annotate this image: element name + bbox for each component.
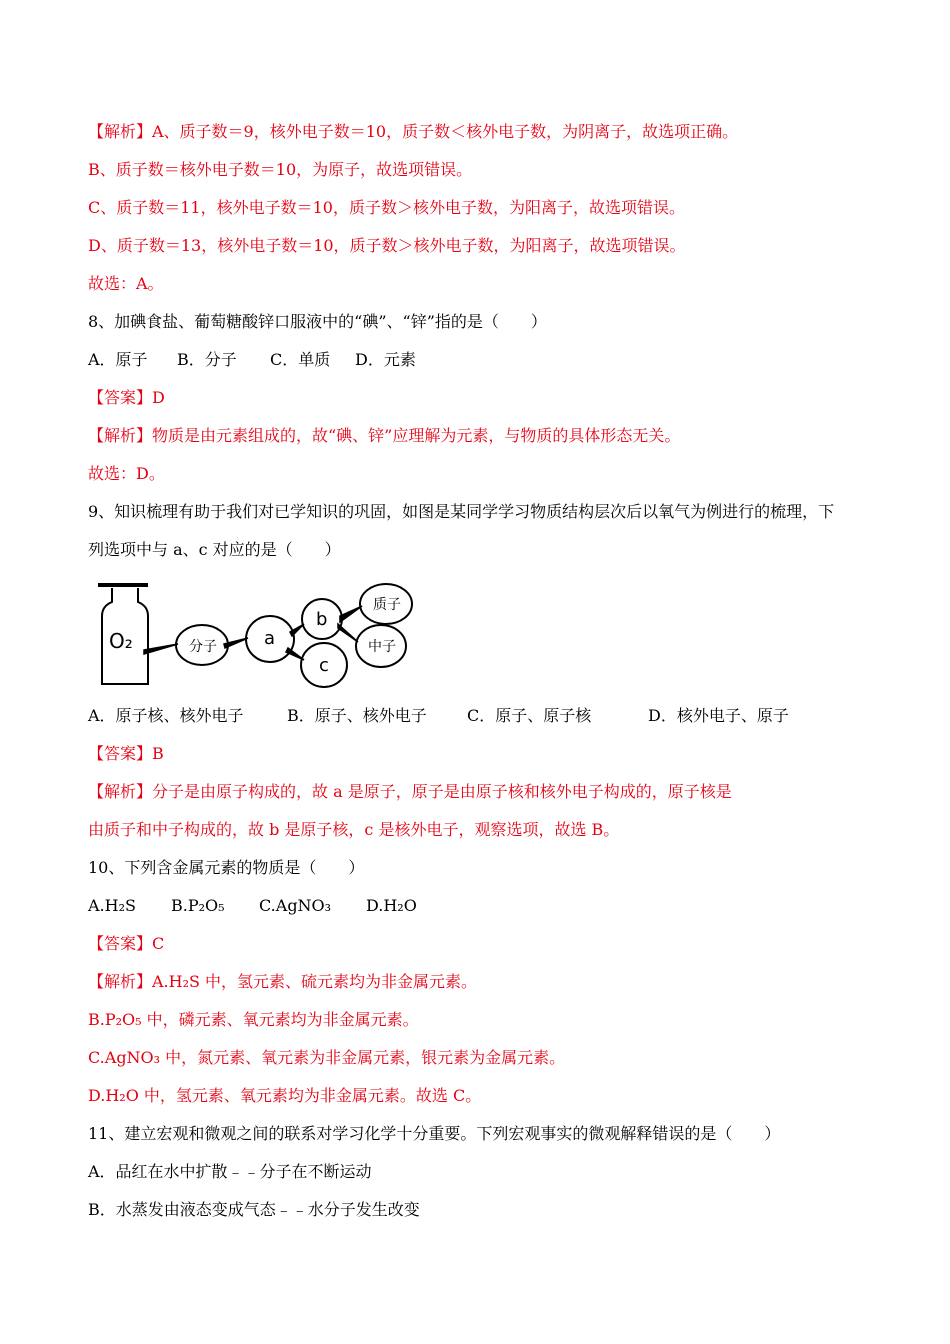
q9-option-c: C．原子、原子核 [467,706,592,725]
diagram-molecule-label: 分子 [189,639,217,655]
q8-options [88,350,416,370]
diagram-b-label: b [316,609,328,630]
q8-option-d: D．元素 [355,350,416,369]
q7-analysis-c: C、质子数＝11，核外电子数＝10，质子数＞核外电子数，为阳离子，故选项错误。 [88,198,685,217]
q10-answer: 【答案】C [88,934,165,953]
q10-option-b: B.P₂O₅ [171,896,225,915]
q9-analysis-1: 【解析】分子是由原子构成的，故 a 是原子，原子是由原子核和核外电子构成的，原子核是 [88,782,732,801]
diagram-proton-label: 质子 [373,597,401,613]
q8-option-c: C．单质 [270,350,331,369]
q7-analysis-b: B、质子数＝核外电子数＝10，为原子，故选项错误。 [88,160,473,179]
q10-analysis-a: 【解析】A.H₂S 中，氢元素、硫元素均为非金属元素。 [88,972,478,991]
q10-analysis-b: B.P₂O₅ 中，磷元素、氧元素均为非金属元素。 [88,1010,419,1029]
q10-analysis-c: C.AgNO₃ 中，氮元素、氧元素为非金属元素，银元素为金属元素。 [88,1048,566,1067]
diagram-bottle-label: O₂ [109,629,133,653]
diagram-neutron-label: 中子 [368,639,396,655]
q10-option-d: D.H₂O [366,896,417,915]
q8-option-a: A．原子 [88,350,148,369]
q10-option-a: A.H₂S [88,896,136,915]
q9-option-a: A．原子核、核外电子 [88,706,244,725]
q9-stem-2: 列选项中与 a、c 对应的是（ ） [88,540,341,559]
structure-diagram [92,582,422,690]
q8-select: 故选：D。 [88,464,165,483]
q7-select: 故选：A。 [88,274,164,293]
q9-options [88,706,789,726]
q10-stem: 10、下列含金属元素的物质是（ ） [88,858,365,877]
q8-option-b: B．分子 [177,350,237,369]
q10-analysis-d: D.H₂O 中，氢元素、氧元素均为非金属元素。故选 C。 [88,1086,482,1105]
q11-option-b: B．水蒸发由液态变成气态﹣﹣水分子发生改变 [88,1200,420,1219]
diagram-c-label: c [319,655,329,676]
q8-stem: 8、加碘食盐、葡萄糖酸锌口服液中的“碘”、“锌”指的是（ ） [88,312,547,331]
q9-option-b: B．原子、核外电子 [287,706,427,725]
q11-option-a: A．品红在水中扩散﹣﹣分子在不断运动 [88,1162,372,1181]
q7-analysis-a: 【解析】A、质子数＝9，核外电子数＝10，质子数＜核外电子数，为阴离子，故选项正确。 [88,122,739,141]
q10-options [88,896,417,916]
q8-answer: 【答案】D [88,388,165,407]
q7-analysis-d: D、质子数＝13，核外电子数＝10，质子数＞核外电子数，为阳离子，故选项错误。 [88,236,686,255]
q9-option-d: D．核外电子、原子 [648,706,789,725]
q10-option-c: C.AgNO₃ [259,896,332,915]
q8-analysis: 【解析】物质是由元素组成的，故“碘、锌”应理解为元素，与物质的具体形态无关。 [88,426,681,445]
q9-analysis-2: 由质子和中子构成的，故 b 是原子核，c 是核外电子，观察选项，故选 B。 [88,820,620,839]
q11-stem: 11、建立宏观和微观之间的联系对学习化学十分重要。下列宏观事实的微观解释错误的是（ ） [88,1124,781,1143]
q9-stem-1: 9、知识梳理有助于我们对已学知识的巩固，如图是某同学学习物质结构层次后以氧气为例进行的梳理，下 [88,502,835,521]
q9-answer: 【答案】B [88,744,164,763]
diagram-a-label: a [264,628,276,649]
